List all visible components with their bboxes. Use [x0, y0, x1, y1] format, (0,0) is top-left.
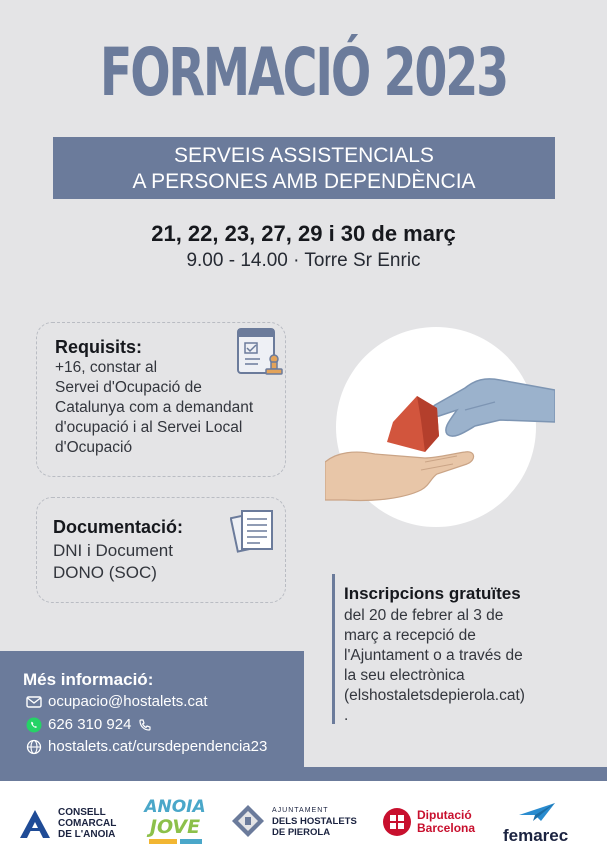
globe-icon: [26, 739, 42, 755]
bottom-band: [0, 767, 607, 781]
email-icon: [26, 694, 42, 710]
inscripcions-url[interactable]: (elshostaletsdepierola.cat): [344, 687, 525, 704]
diputacio-line: Barcelona: [417, 821, 476, 835]
anoia-jove-line: JOVE: [149, 816, 201, 838]
consell-line: DE L'ANOIA: [58, 829, 116, 840]
more-info-heading: Més informació:: [23, 670, 154, 689]
course-dates: 21, 22, 23, 27, 29 i 30 de març: [151, 221, 456, 246]
requisits-line: Catalunya com a demandant: [55, 399, 254, 416]
ajuntament-line: AJUNTAMENT: [272, 806, 329, 814]
email-row: [26, 693, 208, 710]
femarec-paper-plane-icon: [517, 801, 557, 823]
sponsor-footer: [0, 781, 607, 861]
requisits-line: +16, constar al: [55, 359, 158, 376]
requisits-line: d'ocupació i al Servei Local: [55, 419, 243, 436]
ajuntament-line: DELS HOSTALETS: [272, 815, 357, 827]
anoia-jove-bar: [149, 839, 177, 844]
requisits-heading: Requisits:: [55, 337, 143, 357]
inscripcions-text: [344, 606, 559, 726]
inscripcions-line: març a recepció de: [344, 627, 476, 644]
phone-icon: [137, 717, 153, 733]
requisits-line: d'Ocupació: [55, 439, 133, 456]
femarec-logo: [503, 801, 583, 846]
diputacio-crest-icon: [382, 807, 412, 837]
inscripcions-line: .: [344, 707, 349, 724]
hands-heart-illustration: [325, 350, 555, 520]
consell-line: COMARCAL: [58, 818, 117, 829]
ajuntament-shield-icon: [230, 803, 266, 839]
diputacio-logo: [382, 807, 475, 837]
femarec-wordmark: femarec: [503, 826, 569, 845]
email-link[interactable]: ocupacio@hostalets.cat: [48, 693, 208, 710]
anoia-jove-logo: [140, 797, 210, 844]
anoia-jove-bar: [180, 839, 202, 844]
whatsapp-icon: [26, 717, 42, 733]
documentacio-line: DONO (SOC): [53, 563, 157, 582]
web-row: [26, 738, 267, 755]
subtitle-line-1: SERVEIS ASSISTENCIALS: [174, 144, 434, 167]
phone-number[interactable]: 626 310 924: [48, 716, 132, 733]
diputacio-line: Diputació: [417, 808, 472, 822]
subtitle-line-2: A PERSONES AMB DEPENDÈNCIA: [132, 170, 476, 193]
inscripcions-heading: Inscripcions gratuïtes: [344, 584, 521, 603]
inscripcions-line: la seu electrònica: [344, 667, 465, 684]
anoia-jove-line: ANOIA: [144, 797, 206, 817]
ajuntament-logo: [230, 803, 357, 839]
web-link[interactable]: hostalets.cat/cursdependencia23: [48, 738, 268, 755]
consell-comarcal-a-icon: [18, 808, 52, 840]
documentacio-line: DNI i Document: [53, 541, 173, 560]
certificate-stamp-icon: [236, 327, 284, 379]
course-time-place: 9.00 - 14.00 · Torre Sr Enric: [186, 250, 421, 271]
ajuntament-line: DE PIEROLA: [272, 826, 331, 838]
inscripcions-accent-bar: [332, 574, 335, 724]
inscripcions-line: del 20 de febrer al 3 de: [344, 607, 504, 624]
phone-row: [26, 716, 153, 733]
consell-line: CONSELL: [58, 807, 106, 818]
documentacio-heading: Documentació:: [53, 517, 184, 537]
consell-comarcal-logo: [18, 807, 116, 840]
subtitle-banner: [53, 137, 555, 199]
documents-icon: [230, 505, 280, 555]
requisits-line: Servei d'Ocupació de: [55, 379, 202, 396]
inscripcions-line: l'Ajuntament o a través de: [344, 647, 523, 664]
page-title: FORMACIÓ 2023: [99, 34, 508, 111]
